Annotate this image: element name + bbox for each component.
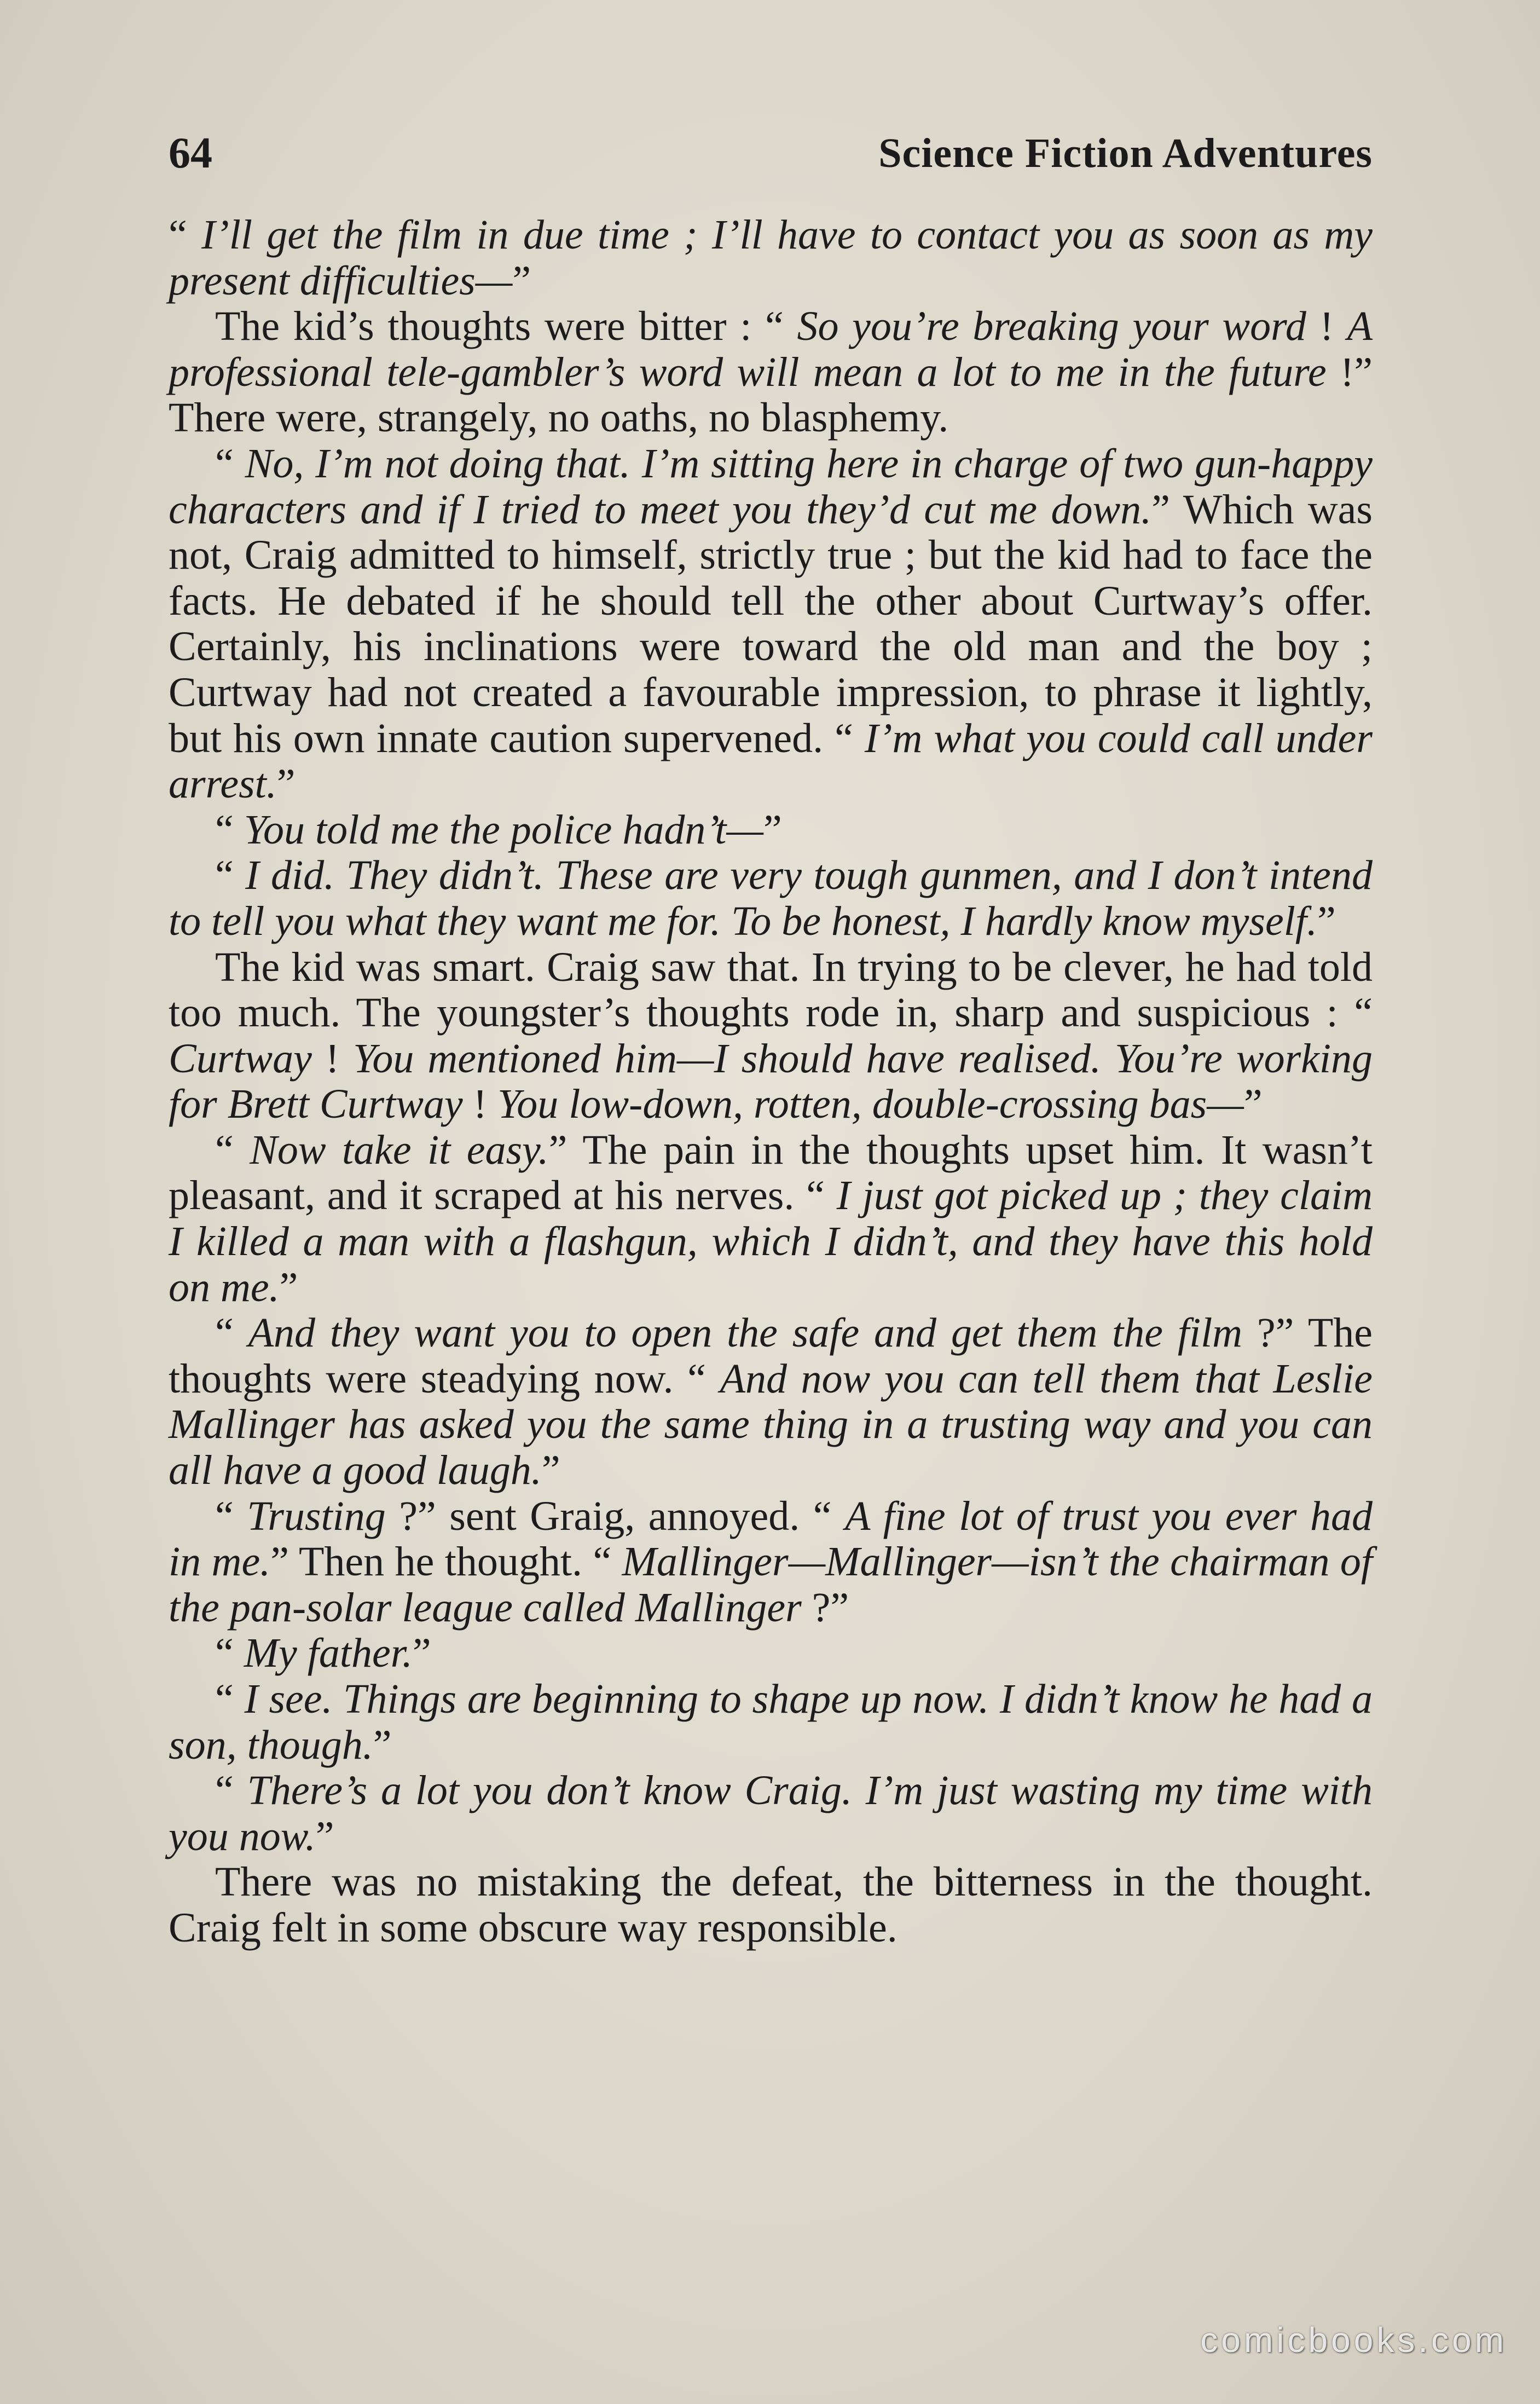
roman-text: “ xyxy=(215,1676,245,1722)
italic-text: Trusting xyxy=(247,1493,386,1539)
roman-text: ” Then he thought. “ xyxy=(270,1539,622,1585)
paragraph xyxy=(169,1310,1373,1493)
roman-text: “ xyxy=(215,1310,248,1356)
roman-text: “ xyxy=(215,852,246,899)
page-header xyxy=(169,123,1373,183)
italic-text: And now you can tell them that Leslie Mallinger has asked you the same thing in a trusting way and you can all have a good laugh. xyxy=(169,1355,1373,1494)
paragraph xyxy=(169,1631,1373,1677)
paragraph xyxy=(169,807,1373,853)
roman-text: “ xyxy=(169,212,202,258)
italic-text: You low-down, rotten, double-crossing bas— xyxy=(497,1081,1244,1128)
story-text xyxy=(169,212,1373,1951)
roman-text: !” There were, strangely, no oaths, no blasphemy. xyxy=(169,349,1373,441)
roman-text: ” xyxy=(276,761,296,807)
roman-text: ” The pain in the thoughts upset him. It wasn’t pleasant, and it scraped at his nerves. “ xyxy=(169,1126,1373,1219)
roman-text: The kid’s thoughts were bitter : “ xyxy=(215,303,797,350)
italic-text: No, I’m not doing that. I’m sitting here in charge of two gun-happy characters and if I tried to meet you they’d cut me down. xyxy=(169,440,1373,533)
roman-text: “ xyxy=(215,1126,250,1173)
italic-text: I’ll get the film in due time ; I’ll have to contact you as soon as my present difficulties— xyxy=(169,212,1373,304)
roman-text: ?” xyxy=(801,1584,849,1631)
paragraph xyxy=(169,1859,1373,1951)
paragraph xyxy=(169,1494,1373,1631)
italic-text: And they want you to open the safe and get them the film xyxy=(248,1310,1243,1356)
roman-text: ” xyxy=(1243,1081,1263,1128)
roman-text: ” xyxy=(373,1721,392,1768)
paragraph xyxy=(169,1677,1373,1768)
italic-text: Mallinger—Mallinger—isn’t the chairman of the pan-solar league called Mallinger xyxy=(169,1539,1373,1631)
roman-text: ! xyxy=(462,1081,497,1128)
italic-text: Now take it easy. xyxy=(250,1126,549,1173)
italic-text: I just got picked up ; they claim I killed a man with a flashgun, which I didn’t, and they have this hold on me. xyxy=(169,1172,1373,1310)
roman-text: ” Which was not, Craig admitted to himself, strictly true ; but the kid had to face the facts. He debated if he should tell the other about Curtway’s offer. Certainly, his inclinations were toward the old man and the boy ; Curtway had not created a favourable impression, to phrase it lightly, but his own innate caution supervened. “ xyxy=(169,486,1373,761)
watermark: comicbooks.com xyxy=(1200,2320,1507,2360)
page-number: 64 xyxy=(169,129,212,177)
paragraph xyxy=(169,212,1373,304)
italic-text: I’m what you could call under arrest. xyxy=(169,715,1373,807)
italic-text: Curtway xyxy=(169,1035,312,1082)
italic-text: So you’re breaking your word xyxy=(797,303,1306,350)
roman-text: “ xyxy=(215,440,245,487)
roman-text: ” xyxy=(541,1447,560,1494)
italic-text: A professional tele-gambler’s word will mean a lot to me in the future xyxy=(169,303,1373,395)
paragraph xyxy=(169,1768,1373,1859)
italic-text: I see. Things are beginning to shape up now. I didn’t know he had a son, though. xyxy=(169,1676,1373,1768)
paragraph xyxy=(169,1128,1373,1310)
roman-text: ” xyxy=(315,1813,334,1859)
roman-text: The kid was smart. Craig saw that. In trying to be clever, he had told too much. The youngster’s thoughts rode in, sharp and suspicious : “ xyxy=(169,944,1373,1036)
roman-text: “ xyxy=(215,1493,247,1539)
roman-text: ! xyxy=(311,1035,354,1082)
roman-text: ” xyxy=(512,257,531,304)
roman-text: ” xyxy=(763,806,782,853)
roman-text: ” xyxy=(279,1264,298,1310)
italic-text: You told me the police hadn’t— xyxy=(244,806,763,853)
roman-text: There was no mistaking the defeat, the bitterness in the thought. Craig felt in some obscure way responsible. xyxy=(169,1859,1373,1951)
roman-text: ! xyxy=(1306,303,1347,350)
italic-text: A fine lot of trust you ever had in me. xyxy=(169,1493,1373,1585)
roman-text: ” xyxy=(412,1630,431,1677)
italic-text: You mentioned him—I should have realised. You’re working for Brett Curtway xyxy=(169,1035,1373,1128)
italic-text: There’s a lot you don’t know Craig. I’m just wasting my time with you now. xyxy=(169,1767,1373,1859)
paragraph xyxy=(169,945,1373,1128)
running-head: Science Fiction Adventures xyxy=(878,130,1373,176)
roman-text: ?” sent Graig, annoyed. “ xyxy=(385,1493,846,1539)
paragraph xyxy=(169,853,1373,944)
roman-text: “ xyxy=(215,1630,244,1677)
italic-text: I did. They didn’t. These are very tough gunmen, and I don’t intend to tell you what they want me for. To be honest, I hardly know myself. xyxy=(169,852,1373,944)
roman-text: “ xyxy=(215,806,244,853)
paragraph xyxy=(169,441,1373,807)
roman-text: “ xyxy=(215,1767,247,1814)
roman-text: ?” The thoughts were steadying now. “ xyxy=(169,1310,1373,1402)
roman-text: ” xyxy=(1317,898,1336,944)
italic-text: My father. xyxy=(244,1630,413,1677)
paragraph xyxy=(169,304,1373,441)
